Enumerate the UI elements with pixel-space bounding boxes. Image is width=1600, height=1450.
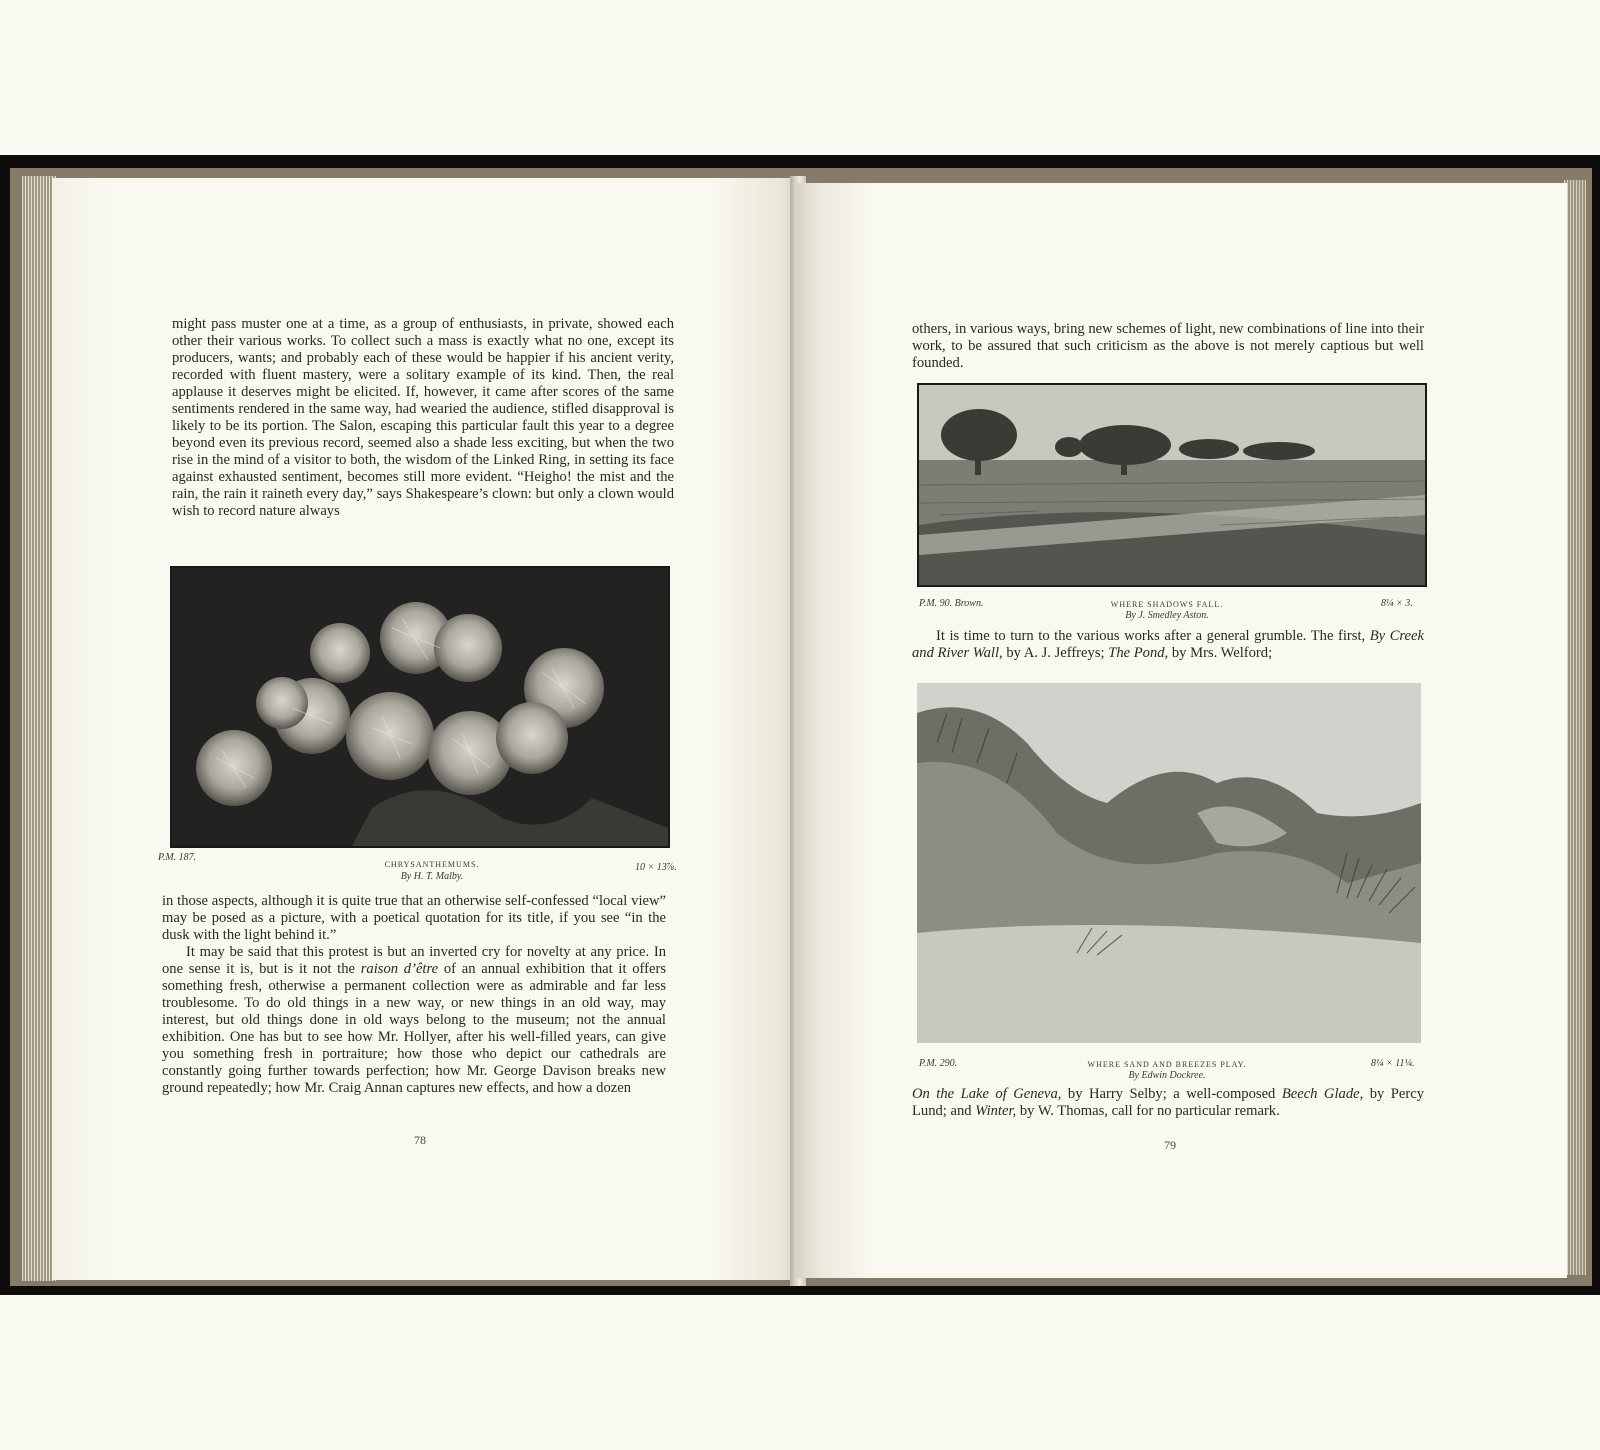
left-paragraph-bottom-1: in those aspects, although it is quite true that an otherwise self-confessed “local view” may be posed as a picture, with a poetical quotation for its title, if you see “in the dusk with the light behind it.” [162,893,666,943]
page-edges-left [22,176,56,1281]
figure-title-left: CHRYSANTHEMUMS. [384,860,480,869]
figure-size-left: 10 × 13⅞. [635,862,677,873]
figure-size-right-1: 8¼ × 3. [1381,598,1413,609]
figure-credit-left: By H. T. Malby. [400,871,464,882]
right-paragraph-bottom: On the Lake of Geneva, by Harry Selby; a well-composed Beech Glade, by Percy Lund; and Winter, by W. Thomas, call for no particular remark. [912,1086,1425,1119]
figure-credit-right-2: By Edwin Dockree. [1128,1070,1206,1081]
figure-size-right-2: 8¼ × 11¼. [1371,1058,1415,1069]
page-number-right: 79 [1164,1138,1176,1152]
figure-title-right-1: WHERE SHADOWS FALL. [1110,600,1224,609]
figure-number-right-1: P.M. 90. Brown. [919,598,984,609]
left-paragraph-bottom-2: It may be said that this protest is but an inverted cry for novelty at any price. In one sense it is, but is it not the raison d’être of an annual exhibition that it offers something fresh, otherwise a permanent collection were as admirable and far less troublesome. To do old things in a new way, or new things in an old way, may interest, but old things done in old ways belong to the museum; not the annual exhibition. One has but to see how Mr. Hollyer, after his well-filled years, can give you something fresh in portraiture; how those who depict our cathedrals are constantly going further towards perfection; how Mr. George Davison breaks new ground repeatedly; how Mr. Craig Annan captures new effects, and how a dozen [162,944,666,1096]
left-paragraph-top: might pass muster one at a time, as a group of enthusiasts, in private, showed each other their various works. To collect such a mass is exactly what no one, except its producers, wants; and probably each of these would be happier if his ancient verity, recorded with fluent mastery, were a solitary example of its kind. Then, the real applause it deserves might be elicited. If, however, it came after scores of the same sentiments rendered in the same way, had wearied the audience, stifled disapproval is likely to be its portion. The Salon, escaping this particular fault this year to a degree beyond even its previous record, seemed also a shade less exciting, but when the two rise in the mind of a visitor to both, the wisdom of the Linked Ring, in setting its face against exhausted sentiment, becomes still more evident. “Heigho! the mist and the rain, the rain it raineth every day,” says Shakespeare’s clown: but only a clown would wish to record nature always [172,316,674,519]
where-shadows-fall-photo [917,383,1427,587]
chrysanthemums-image [172,568,668,846]
right-paragraph-middle: It is time to turn to the various works after a general grumble. The first, By Creek and River Wall, by A. J. Jeffreys; The Pond, by Mrs. Welford; [912,628,1424,661]
left-page [52,178,797,1280]
figure-number-left: P.M. 187. [158,852,197,863]
where-shadows-fall-image [919,385,1425,585]
page-edges-right [1564,180,1586,1275]
page-number-left: 78 [414,1133,426,1147]
right-paragraph-top: others, in various ways, bring new schemes of light, new combinations of line into their work, to be assured that such criticism as the above is not merely captious but well founded. [912,321,1424,371]
where-sand-and-breezes-play-image [917,683,1421,1043]
right-page [797,183,1567,1278]
left-paragraph-bottom [162,893,666,1097]
figure-number-right-2: P.M. 290. [919,1058,958,1069]
figure-title-right-2: WHERE SAND AND BREEZES PLAY. [1087,1060,1247,1069]
chrysanthemums-photo [170,566,670,848]
where-sand-and-breezes-play-photo [917,683,1421,1043]
figure-credit-right-1: By J. Smedley Aston. [1125,610,1209,621]
